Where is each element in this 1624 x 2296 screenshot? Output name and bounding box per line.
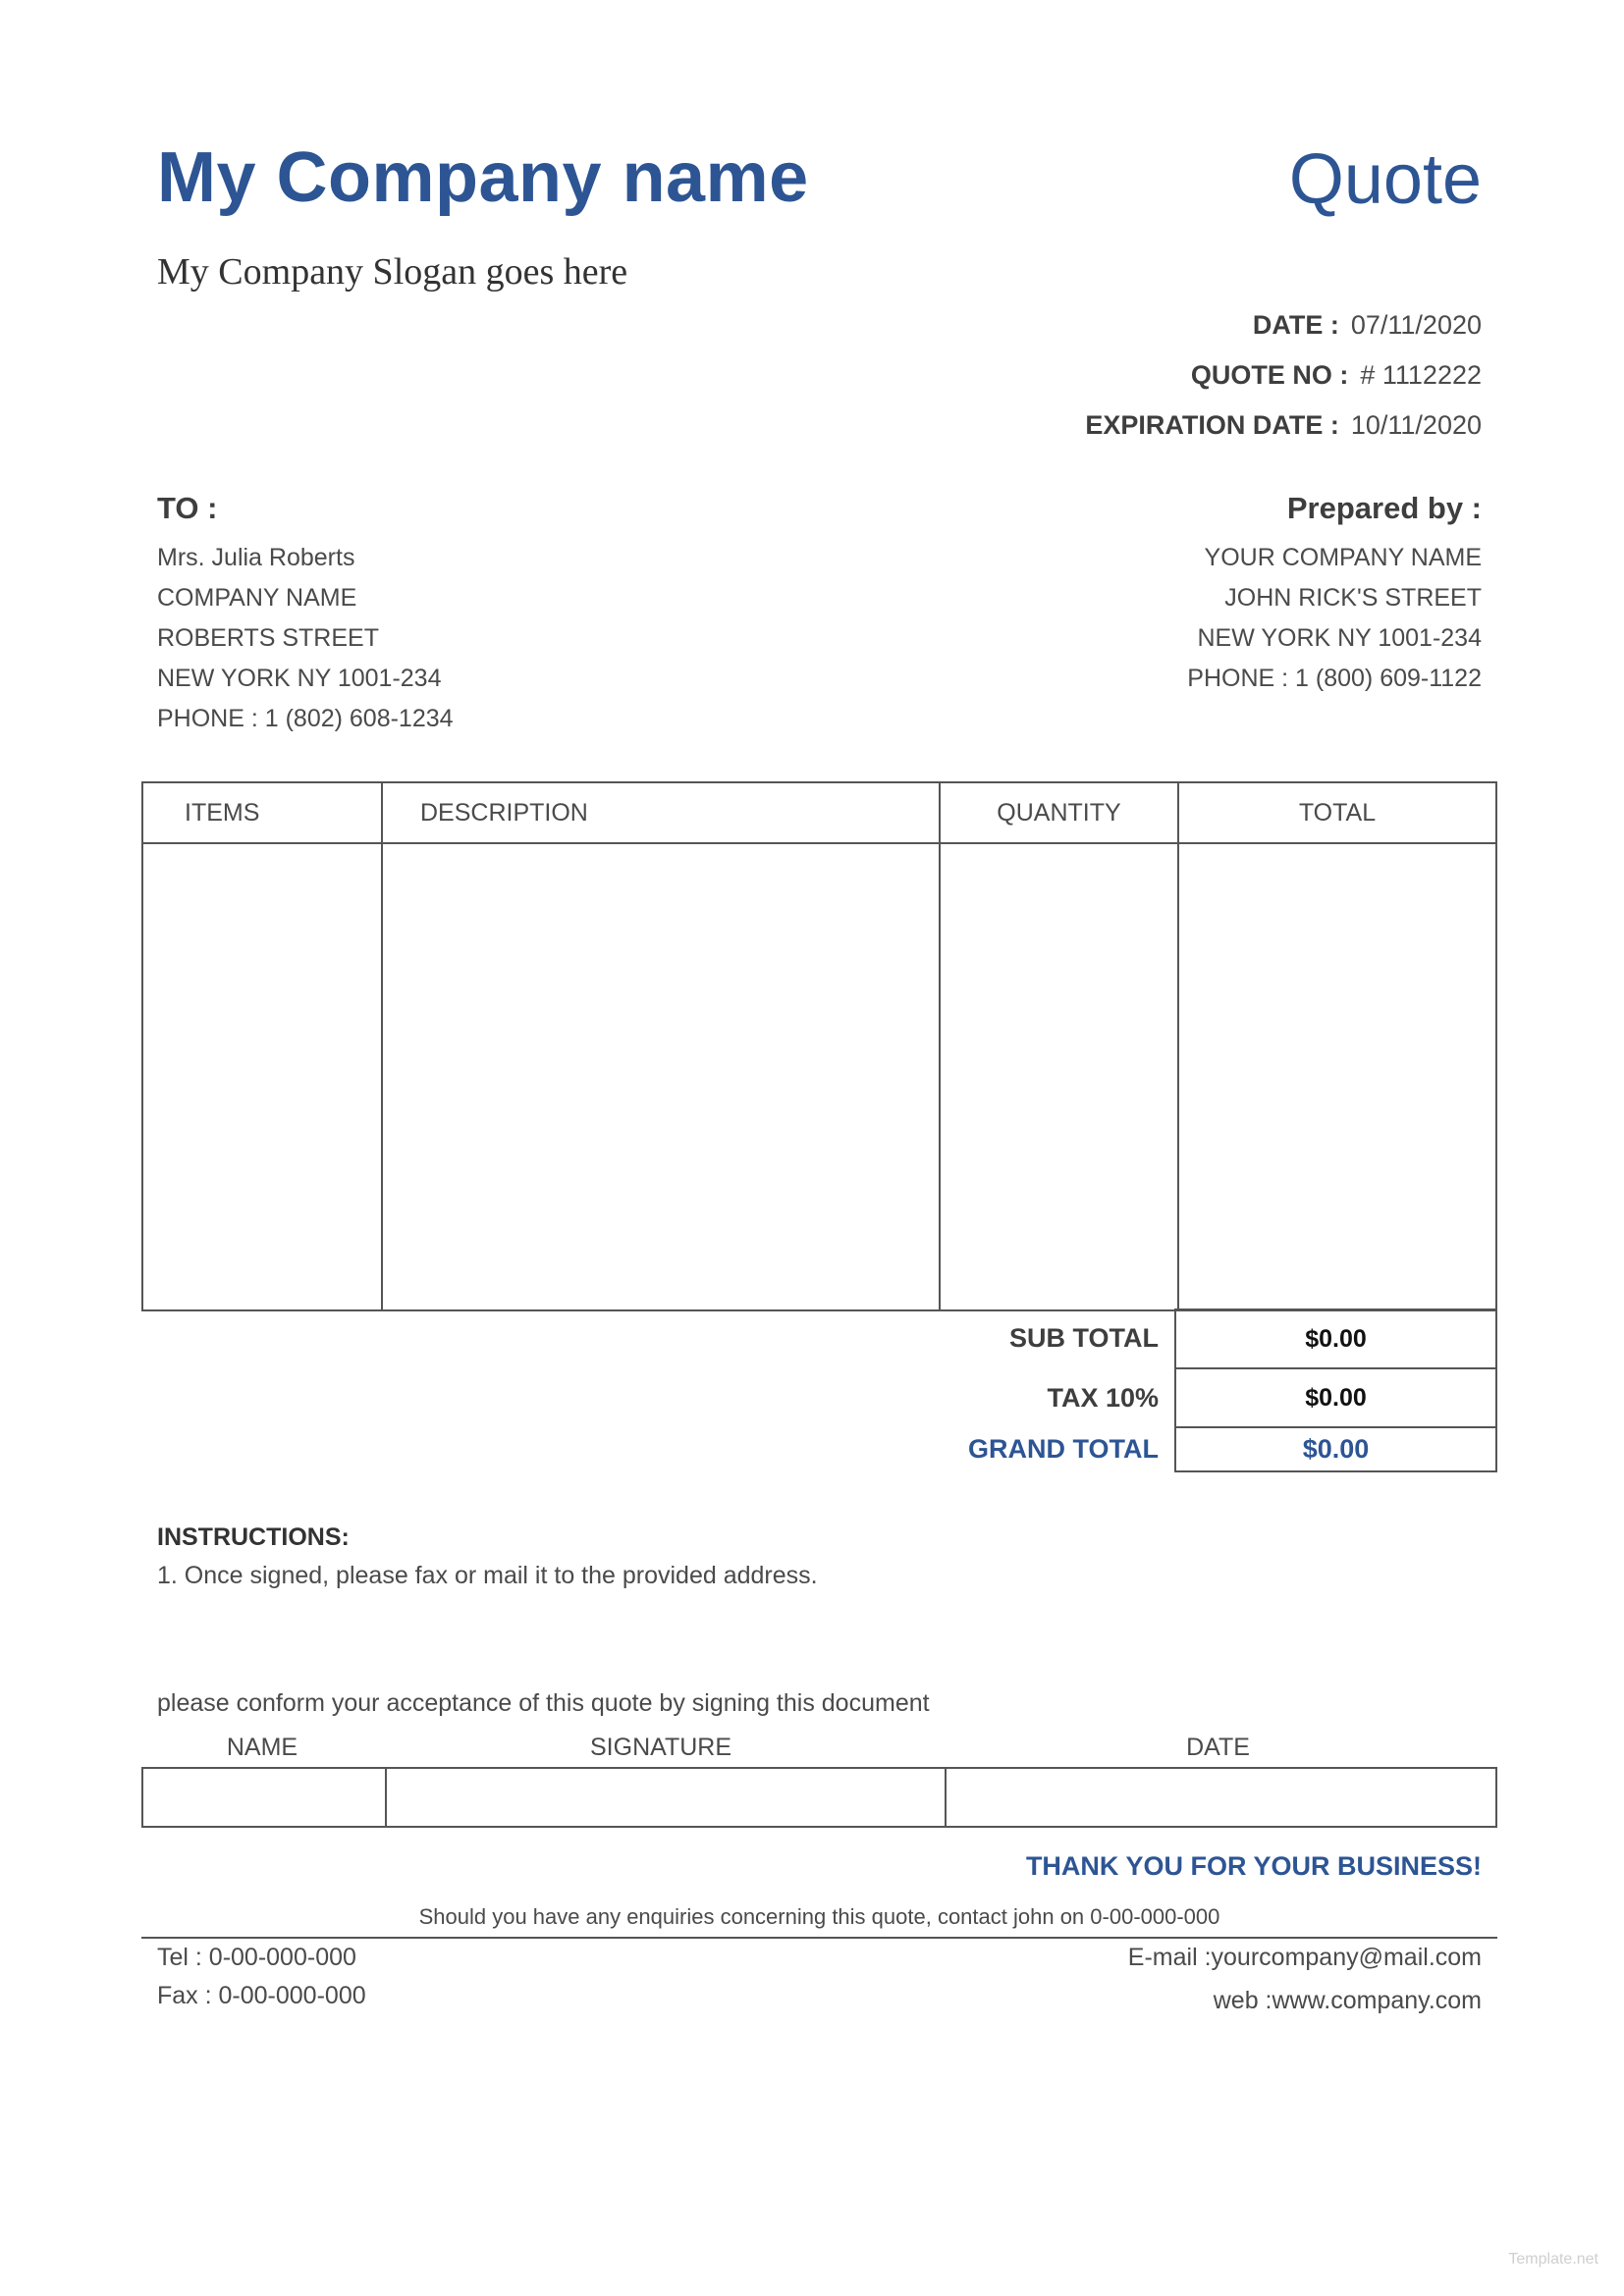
recipient-company: COMPANY NAME: [157, 584, 357, 612]
date-value: 07/11/2020: [1350, 310, 1482, 340]
company-name: My Company name: [157, 138, 809, 217]
recipient-street: ROBERTS STREET: [157, 624, 379, 652]
quote-number-row: [1191, 360, 1482, 391]
quote-number-label: QUOTE NO :: [1190, 360, 1349, 390]
email[interactable]: E-mail :yourcompany@mail.com: [1127, 1944, 1482, 1971]
signature-field[interactable]: [386, 1768, 946, 1827]
sender-street: JOHN RICK'S STREET: [1224, 584, 1482, 612]
signature-table: [141, 1767, 1497, 1828]
acceptance-text: please conform your acceptance of this quote by signing this document: [157, 1689, 930, 1717]
tax-label: TAX 10%: [1047, 1383, 1159, 1413]
tax-value: $0.00: [1174, 1367, 1497, 1428]
enquiry-note: Should you have any enquiries concerning this quote, contact john on 0-00-000-000: [418, 1904, 1220, 1929]
recipient-address: [157, 538, 454, 739]
template-watermark: Template.net: [1508, 2251, 1598, 2268]
footer-divider: [141, 1937, 1497, 1939]
sub-total-label: SUB TOTAL: [1009, 1323, 1159, 1353]
date-label: DATE :: [1252, 310, 1339, 340]
to-heading: TO :: [157, 491, 218, 525]
sender-phone: PHONE : 1 (800) 609-1122: [1187, 665, 1482, 692]
expiration-date-row: [1085, 410, 1482, 441]
description-column-header: DESCRIPTION: [382, 782, 940, 843]
instructions-heading: INSTRUCTIONS:: [157, 1523, 350, 1551]
quantity-column-header: QUANTITY: [940, 782, 1178, 843]
recipient-name: Mrs. Julia Roberts: [157, 544, 355, 571]
expiration-date-value: 10/11/2020: [1350, 410, 1482, 440]
description-cell[interactable]: [382, 843, 940, 1310]
website[interactable]: web :www.company.com: [1213, 1987, 1482, 2014]
sender-company: YOUR COMPANY NAME: [1204, 544, 1482, 571]
name-column-label: NAME: [226, 1734, 298, 1761]
telephone: Tel : 0-00-000-000: [157, 1944, 356, 1971]
items-table-header: [142, 782, 1496, 843]
date-row: [1253, 310, 1482, 341]
quantity-cell[interactable]: [940, 843, 1178, 1310]
items-table: [141, 781, 1497, 1311]
name-field[interactable]: [142, 1768, 386, 1827]
signature-row: [142, 1768, 1496, 1827]
items-column-header: ITEMS: [142, 782, 382, 843]
date-field[interactable]: [946, 1768, 1496, 1827]
total-column-header: TOTAL: [1178, 782, 1496, 843]
thank-you-message: THANK YOU FOR YOUR BUSINESS!: [1025, 1851, 1482, 1881]
date-column-label: DATE: [1186, 1734, 1250, 1761]
sub-total-value: $0.00: [1174, 1308, 1497, 1369]
instructions-text: 1. Once signed, please fax or mail it to the provided address.: [157, 1562, 818, 1589]
prepared-by-heading: Prepared by :: [1286, 491, 1482, 525]
grand-total-label: GRAND TOTAL: [968, 1434, 1159, 1464]
document-title: Quote: [1288, 140, 1482, 219]
recipient-city: NEW YORK NY 1001-234: [157, 665, 442, 692]
total-cell[interactable]: [1178, 843, 1496, 1310]
items-cell[interactable]: [142, 843, 382, 1310]
fax: Fax : 0-00-000-000: [157, 1982, 366, 2009]
recipient-phone: PHONE : 1 (802) 608-1234: [157, 705, 454, 732]
quote-number-value: # 1112222: [1360, 360, 1482, 390]
signature-column-label: SIGNATURE: [590, 1734, 731, 1761]
expiration-date-label: EXPIRATION DATE :: [1085, 410, 1339, 440]
sender-city: NEW YORK NY 1001-234: [1197, 624, 1482, 652]
grand-total-value: $0.00: [1174, 1426, 1497, 1472]
company-slogan: My Company Slogan goes here: [157, 251, 628, 293]
table-row: [142, 843, 1496, 1310]
sender-address: [1187, 538, 1482, 699]
